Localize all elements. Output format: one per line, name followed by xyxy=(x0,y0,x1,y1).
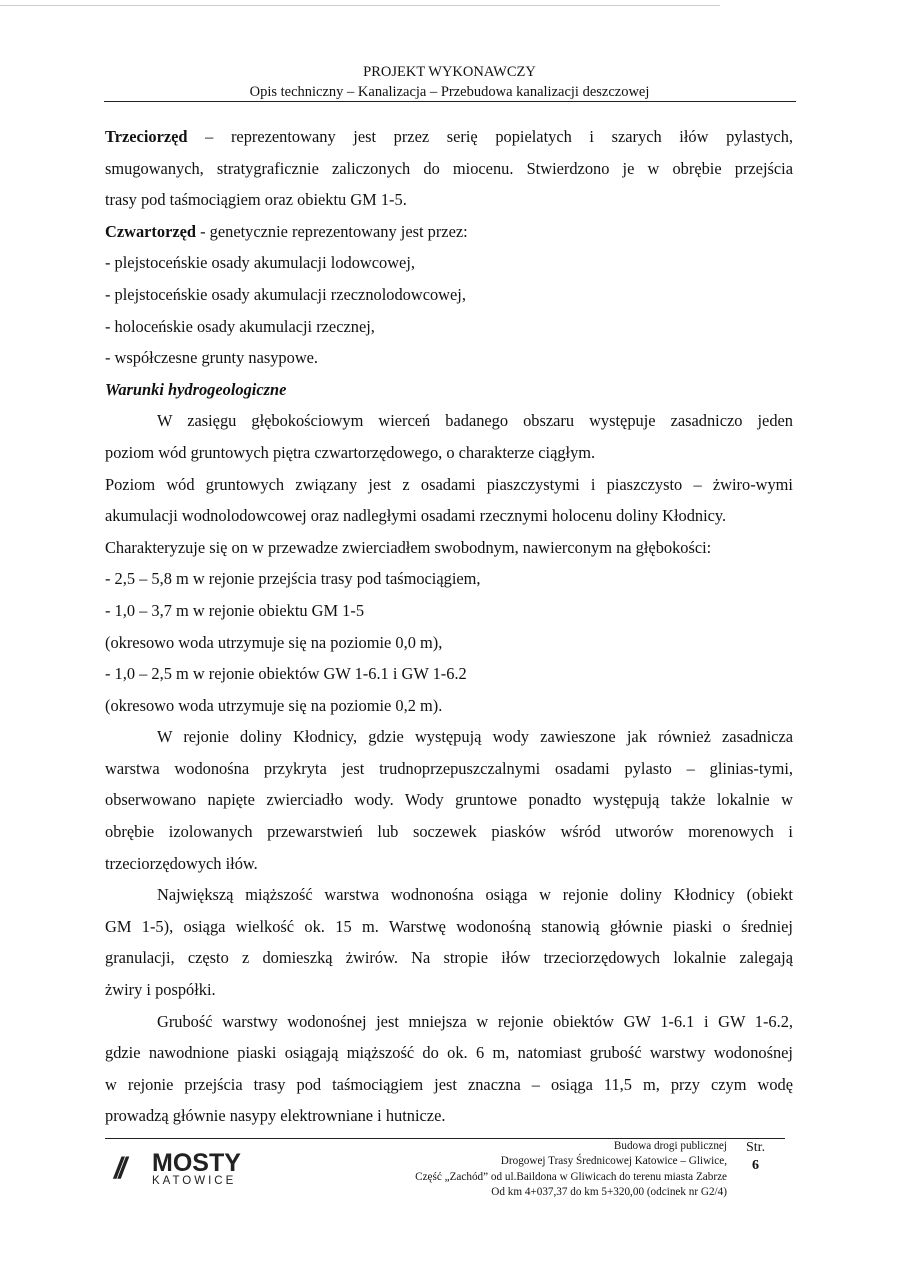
term-label: Czwartorzęd xyxy=(105,221,197,241)
line-text: - plejstoceńskie osady akumulacji lodowcowej, xyxy=(105,253,415,273)
text-line xyxy=(105,974,793,1006)
text-line xyxy=(105,500,793,532)
text-line xyxy=(105,784,793,816)
text-line xyxy=(105,153,793,185)
line-text: - współczesne grunty nasypowe. xyxy=(105,348,319,368)
text-line xyxy=(105,342,793,374)
term-label: Trzeciorzęd xyxy=(105,127,188,146)
line-text: – reprezentowany jest przez serię popielatych i szarych iłów pylastych, xyxy=(187,127,793,146)
text-line xyxy=(105,658,793,690)
footer-line: Od km 4+037,37 do km 5+320,00 (odcinek nr G2/4) xyxy=(491,1185,727,1198)
text-line xyxy=(105,563,793,595)
footer-project-info xyxy=(415,1139,727,1200)
page-label: Str. xyxy=(746,1140,766,1155)
line-text: prowadzą głównie nasypy elektrowniane i hutnicze. xyxy=(105,1106,446,1126)
text-line xyxy=(105,1006,793,1038)
line-text: - 2,5 – 5,8 m w rejonie przejścia trasy pod taśmociągiem, xyxy=(105,569,481,589)
text-line xyxy=(105,469,793,501)
line-text: granulacji, często z domieszką żwirów. Na stropie iłów trzeciorzędowych lokalnie zalegają xyxy=(105,948,793,968)
line-text: żwiry i pospółki. xyxy=(105,980,216,1000)
logo-city: KATOWICE xyxy=(152,1175,237,1187)
text-line xyxy=(105,121,793,153)
line-text: gdzie nawodnione piaski osiągają miąższość do ok. 6 m, natomiast grubość warstwy wodonośnej xyxy=(105,1043,793,1063)
line-text: - holoceńskie osady akumulacji rzecznej, xyxy=(105,316,375,336)
text-line xyxy=(105,848,793,880)
line-text: - 1,0 – 3,7 m w rejonie obiektu GM 1-5 xyxy=(105,600,365,620)
text-line xyxy=(105,753,793,785)
text-line xyxy=(105,184,793,216)
text-line xyxy=(105,532,793,564)
document-title: PROJEKT WYKONAWCZY xyxy=(363,64,536,80)
page-number: 6 xyxy=(752,1158,759,1173)
line-text: smugowanych, stratygraficznie zaliczonych do miocenu. Stwierdzono je w obrębie przejścia xyxy=(105,158,793,178)
document-subtitle: Opis techniczny – Kanalizacja – Przebudowa kanalizacji deszczowej xyxy=(249,84,650,100)
text-line xyxy=(105,437,793,469)
line-text: Grubość warstwy wodonośnej jest mniejsza w rejonie obiektów GW 1-6.1 i GW 1-6.2, xyxy=(157,1011,793,1031)
section-heading xyxy=(105,374,793,406)
mosty-katowice-logo xyxy=(114,1150,254,1192)
text-line xyxy=(105,1037,793,1069)
text-line xyxy=(105,1069,793,1101)
footer-line: Część „Zachód” od ul.Baildona w Gliwicach do terenu miasta Zabrze xyxy=(415,1170,727,1183)
document-body xyxy=(105,121,793,1132)
line-text: - 1,0 – 2,5 m w rejonie obiektów GW 1-6.1 i GW 1-6.2 xyxy=(105,664,467,684)
text-line xyxy=(105,405,793,437)
footer-line: Budowa drogi publicznej xyxy=(613,1140,727,1152)
text-line xyxy=(105,1100,793,1132)
text-line xyxy=(105,595,793,627)
line-text: W zasięgu głębokościowym wierceń badanego obszaru występuje zasadniczo jeden xyxy=(157,411,793,431)
text-line xyxy=(105,279,793,311)
line-text: GM 1-5), osiąga wielkość ok. 15 m. Warstwę wodonośną stanowią głównie piaski o średniej xyxy=(105,916,793,936)
text-line xyxy=(105,721,793,753)
scan-edge-line xyxy=(0,5,720,6)
text-line xyxy=(105,627,793,659)
line-text: Warunki hydrogeologiczne xyxy=(105,379,287,399)
logo-name: MOSTY xyxy=(152,1149,241,1177)
text-line xyxy=(105,216,793,248)
text-line xyxy=(105,879,793,911)
line-text: trzeciorzędowych iłów. xyxy=(105,853,258,873)
footer-line: Drogowej Trasy Średnicowej Katowice – Gliwice, xyxy=(500,1155,727,1168)
line-text: - plejstoceńskie osady akumulacji rzecznolodowcowej, xyxy=(105,284,466,304)
line-text: warstwa wodonośna przykryta jest trudnoprzepuszczalnymi osadami pylasto – glinias-tymi, xyxy=(105,758,793,778)
header-divider xyxy=(104,101,796,102)
text-line xyxy=(105,816,793,848)
line-text: (okresowo woda utrzymuje się na poziomie 0,0 m), xyxy=(105,632,443,652)
logo-mark-icon: // xyxy=(114,1152,123,1185)
line-text: (okresowo woda utrzymuje się na poziomie 0,2 m). xyxy=(105,695,443,715)
line-text: Charakteryzuje się on w przewadze zwierciadłem swobodnym, nawierconym na głębokości: xyxy=(105,537,712,557)
line-text: akumulacji wodnolodowcowej oraz nadległymi osadami rzecznymi holocenu doliny Kłodnicy. xyxy=(105,506,727,526)
text-line xyxy=(105,690,793,722)
text-line xyxy=(105,911,793,943)
line-text: Poziom wód gruntowych związany jest z osadami piaszczystymi i piaszczysto – żwiro-wymi xyxy=(105,474,793,494)
text-line xyxy=(105,247,793,279)
line-text: w rejonie przejścia trasy pod taśmociągiem jest znaczna – osiąga 11,5 m, przy czym wodę xyxy=(105,1074,793,1094)
text-line xyxy=(105,311,793,343)
line-text: trasy pod taśmociągiem oraz obiektu GM 1-5. xyxy=(105,190,407,210)
line-text: - genetycznie reprezentowany jest przez: xyxy=(196,221,468,241)
line-text: obserwowano napięte zwierciadło wody. Wody gruntowe ponadto występują także lokalnie w xyxy=(105,790,793,810)
text-line xyxy=(105,942,793,974)
line-text: Największą miąższość warstwa wodnonośna osiąga w rejonie doliny Kłodnicy (obiekt xyxy=(157,885,793,905)
line-text: W rejonie doliny Kłodnicy, gdzie występują wody zawieszone jak również zasadnicza xyxy=(157,727,793,747)
line-text: poziom wód gruntowych piętra czwartorzędowego, o charakterze ciągłym. xyxy=(105,442,596,462)
line-text: obrębie izolowanych przewarstwień lub soczewek piasków wśród utworów morenowych i xyxy=(105,822,793,842)
